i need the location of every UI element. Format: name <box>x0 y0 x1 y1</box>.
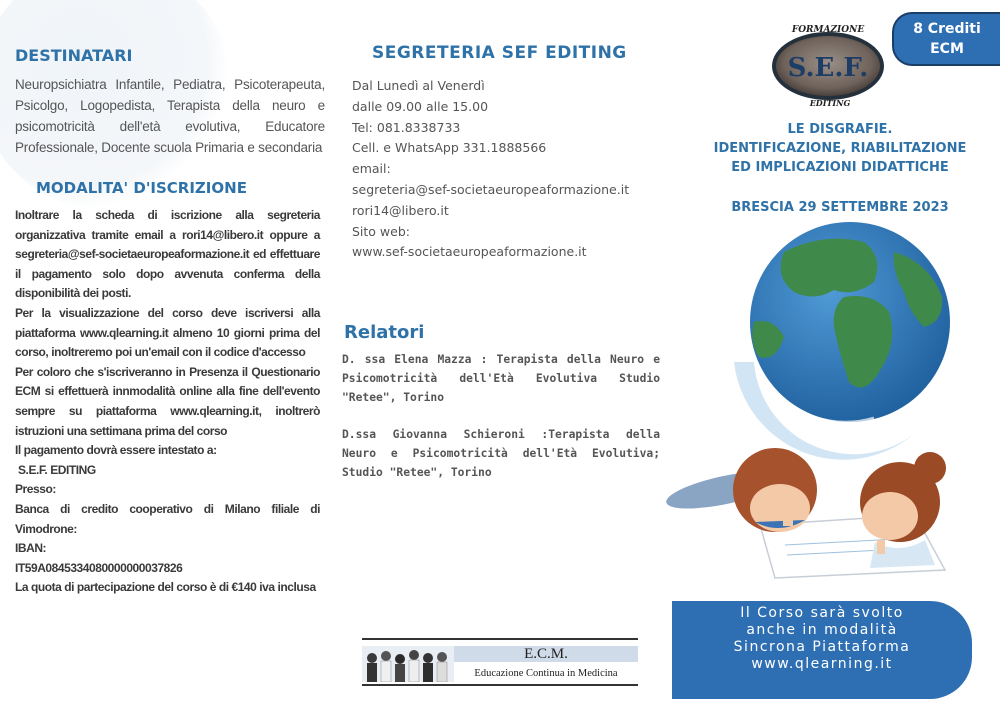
globe-illustration <box>714 212 966 464</box>
relatori-list <box>342 350 660 500</box>
segreteria-line: Dal Lunedì al Venerdì <box>352 78 485 93</box>
course-title <box>690 120 990 177</box>
modalita-paragraph: Per coloro che s'iscriveranno in Presenza il Questionario ECM si effettuerà innmodalità online alla fine dell'evento sempre su piattaforma www.qlearning.it, inoltrerò istruzioni una settimana prima del corso <box>15 364 320 438</box>
right-panel <box>670 0 1000 707</box>
sincrona-line: anche in modalità <box>746 622 898 638</box>
segreteria-heading: SEGRETERIA SEF EDITING <box>372 43 627 63</box>
course-date: BRESCIA 29 SETTEMBRE 2023 <box>731 200 949 215</box>
sef-logo-top-text: FORMAZIONE <box>791 25 865 35</box>
modalita-paragraph: IBAN: <box>15 541 47 556</box>
destinatari-heading: DESTINATARI <box>15 46 133 65</box>
modalita-paragraph: Inoltrare la scheda di iscrizione alla segreteria organizzativa tramite email a rori14@libero.it oppure a segreteria@sef-societaeuropeaformazione.it ed effettuare il pagamento solo dopo avvenuta conferma della disponibilità dei posti. <box>15 208 320 301</box>
modalita-paragraph: Il pagamento dovrà essere intestato a: <box>15 443 217 458</box>
crediti-line1: 8 Crediti <box>913 21 981 37</box>
crediti-badge <box>892 12 1000 66</box>
sef-logo-main-text: S.E.F. <box>787 53 869 83</box>
segreteria-phone: Tel: 081.8338733 <box>352 119 461 135</box>
modalita-heading: MODALITA' D'ISCRIZIONE <box>36 179 247 197</box>
segreteria-line: dalle 09.00 alle 15.00 <box>352 98 489 114</box>
segreteria-line: email: <box>352 161 391 177</box>
modalita-paragraph: S.E.F. EDITING <box>18 462 96 477</box>
ecm-logo <box>362 638 638 686</box>
sef-logo <box>768 20 888 110</box>
crediti-line2: ECM <box>930 41 964 57</box>
website-link[interactable]: www.sef-societaeuropeaformazione.it <box>352 244 587 260</box>
left-panel <box>0 0 340 707</box>
segreteria-email-link[interactable]: segreteria@sef-societaeuropeaformazione.it <box>352 181 630 197</box>
modalita-paragraph: Per la visualizzazione del corso deve iscriversi alla piattaforma www.qlearning.it almeno 10 giorni prima del corso, inoltreremo poi un'email con il codice d'accesso <box>15 305 320 360</box>
modalita-paragraph: La quota di partecipazione del corso è di €140 iva inclusa <box>15 580 316 595</box>
doctors-group-image <box>362 646 454 682</box>
kids-writing-illustration <box>665 430 985 580</box>
course-title-line: LE DISGRAFIE. <box>787 122 893 137</box>
qlearning-link[interactable]: www.qlearning.it <box>751 656 893 672</box>
ecm-subtitle: Educazione Continua in Medicina <box>474 668 618 679</box>
modalita-paragraph: Presso: <box>15 482 56 497</box>
destinatari-text: Neuropsichiatra Infantile, Pediatra, Psicoterapeuta, Psicolgo, Logopedista, Terapista della neuro e psicomotricità dell'età evolutiva, Educatore Professionale, Docente scuola Primaria e secondaria <box>15 77 325 155</box>
modalita-paragraph: IT59A0845334080000000037826 <box>15 560 183 575</box>
sincrona-line: Sincrona Piattaforma <box>733 639 911 655</box>
course-title-line: IDENTIFICAZIONE, RIABILITAZIONE <box>713 141 967 156</box>
course-title-line: ED IMPLICAZIONI DIDATTICHE <box>731 160 949 175</box>
segreteria-contacts <box>352 76 629 263</box>
modalita-paragraph: Banca di credito cooperativo di Milano filiale di Vimodrone: <box>15 501 320 536</box>
relatore-item: D. ssa Elena Mazza : Terapista della Neuro e Psicomotricità dell'Età Evolutiva Studio "Retee", Torino <box>342 353 660 404</box>
sef-logo-bottom-text: EDITING <box>809 98 851 108</box>
relatore-item: D.ssa Giovanna Schieroni :Terapista della Neuro e Psicomotricità dell'Età Evolutiva; Studio "Retee", Torino <box>342 428 660 479</box>
relatori-heading: Relatori <box>344 322 425 343</box>
sincrona-line: Il Corso sarà svolto <box>740 605 904 621</box>
rori-email-link[interactable]: rori14@libero.it <box>352 202 449 218</box>
segreteria-cell: Cell. e WhatsApp 331.1888566 <box>352 140 547 156</box>
segreteria-line: Sito web: <box>352 223 410 239</box>
modalita-text <box>15 206 320 598</box>
ecm-title: E.C.M. <box>524 646 568 662</box>
middle-panel <box>340 0 670 707</box>
sincrona-info-box <box>672 601 972 699</box>
